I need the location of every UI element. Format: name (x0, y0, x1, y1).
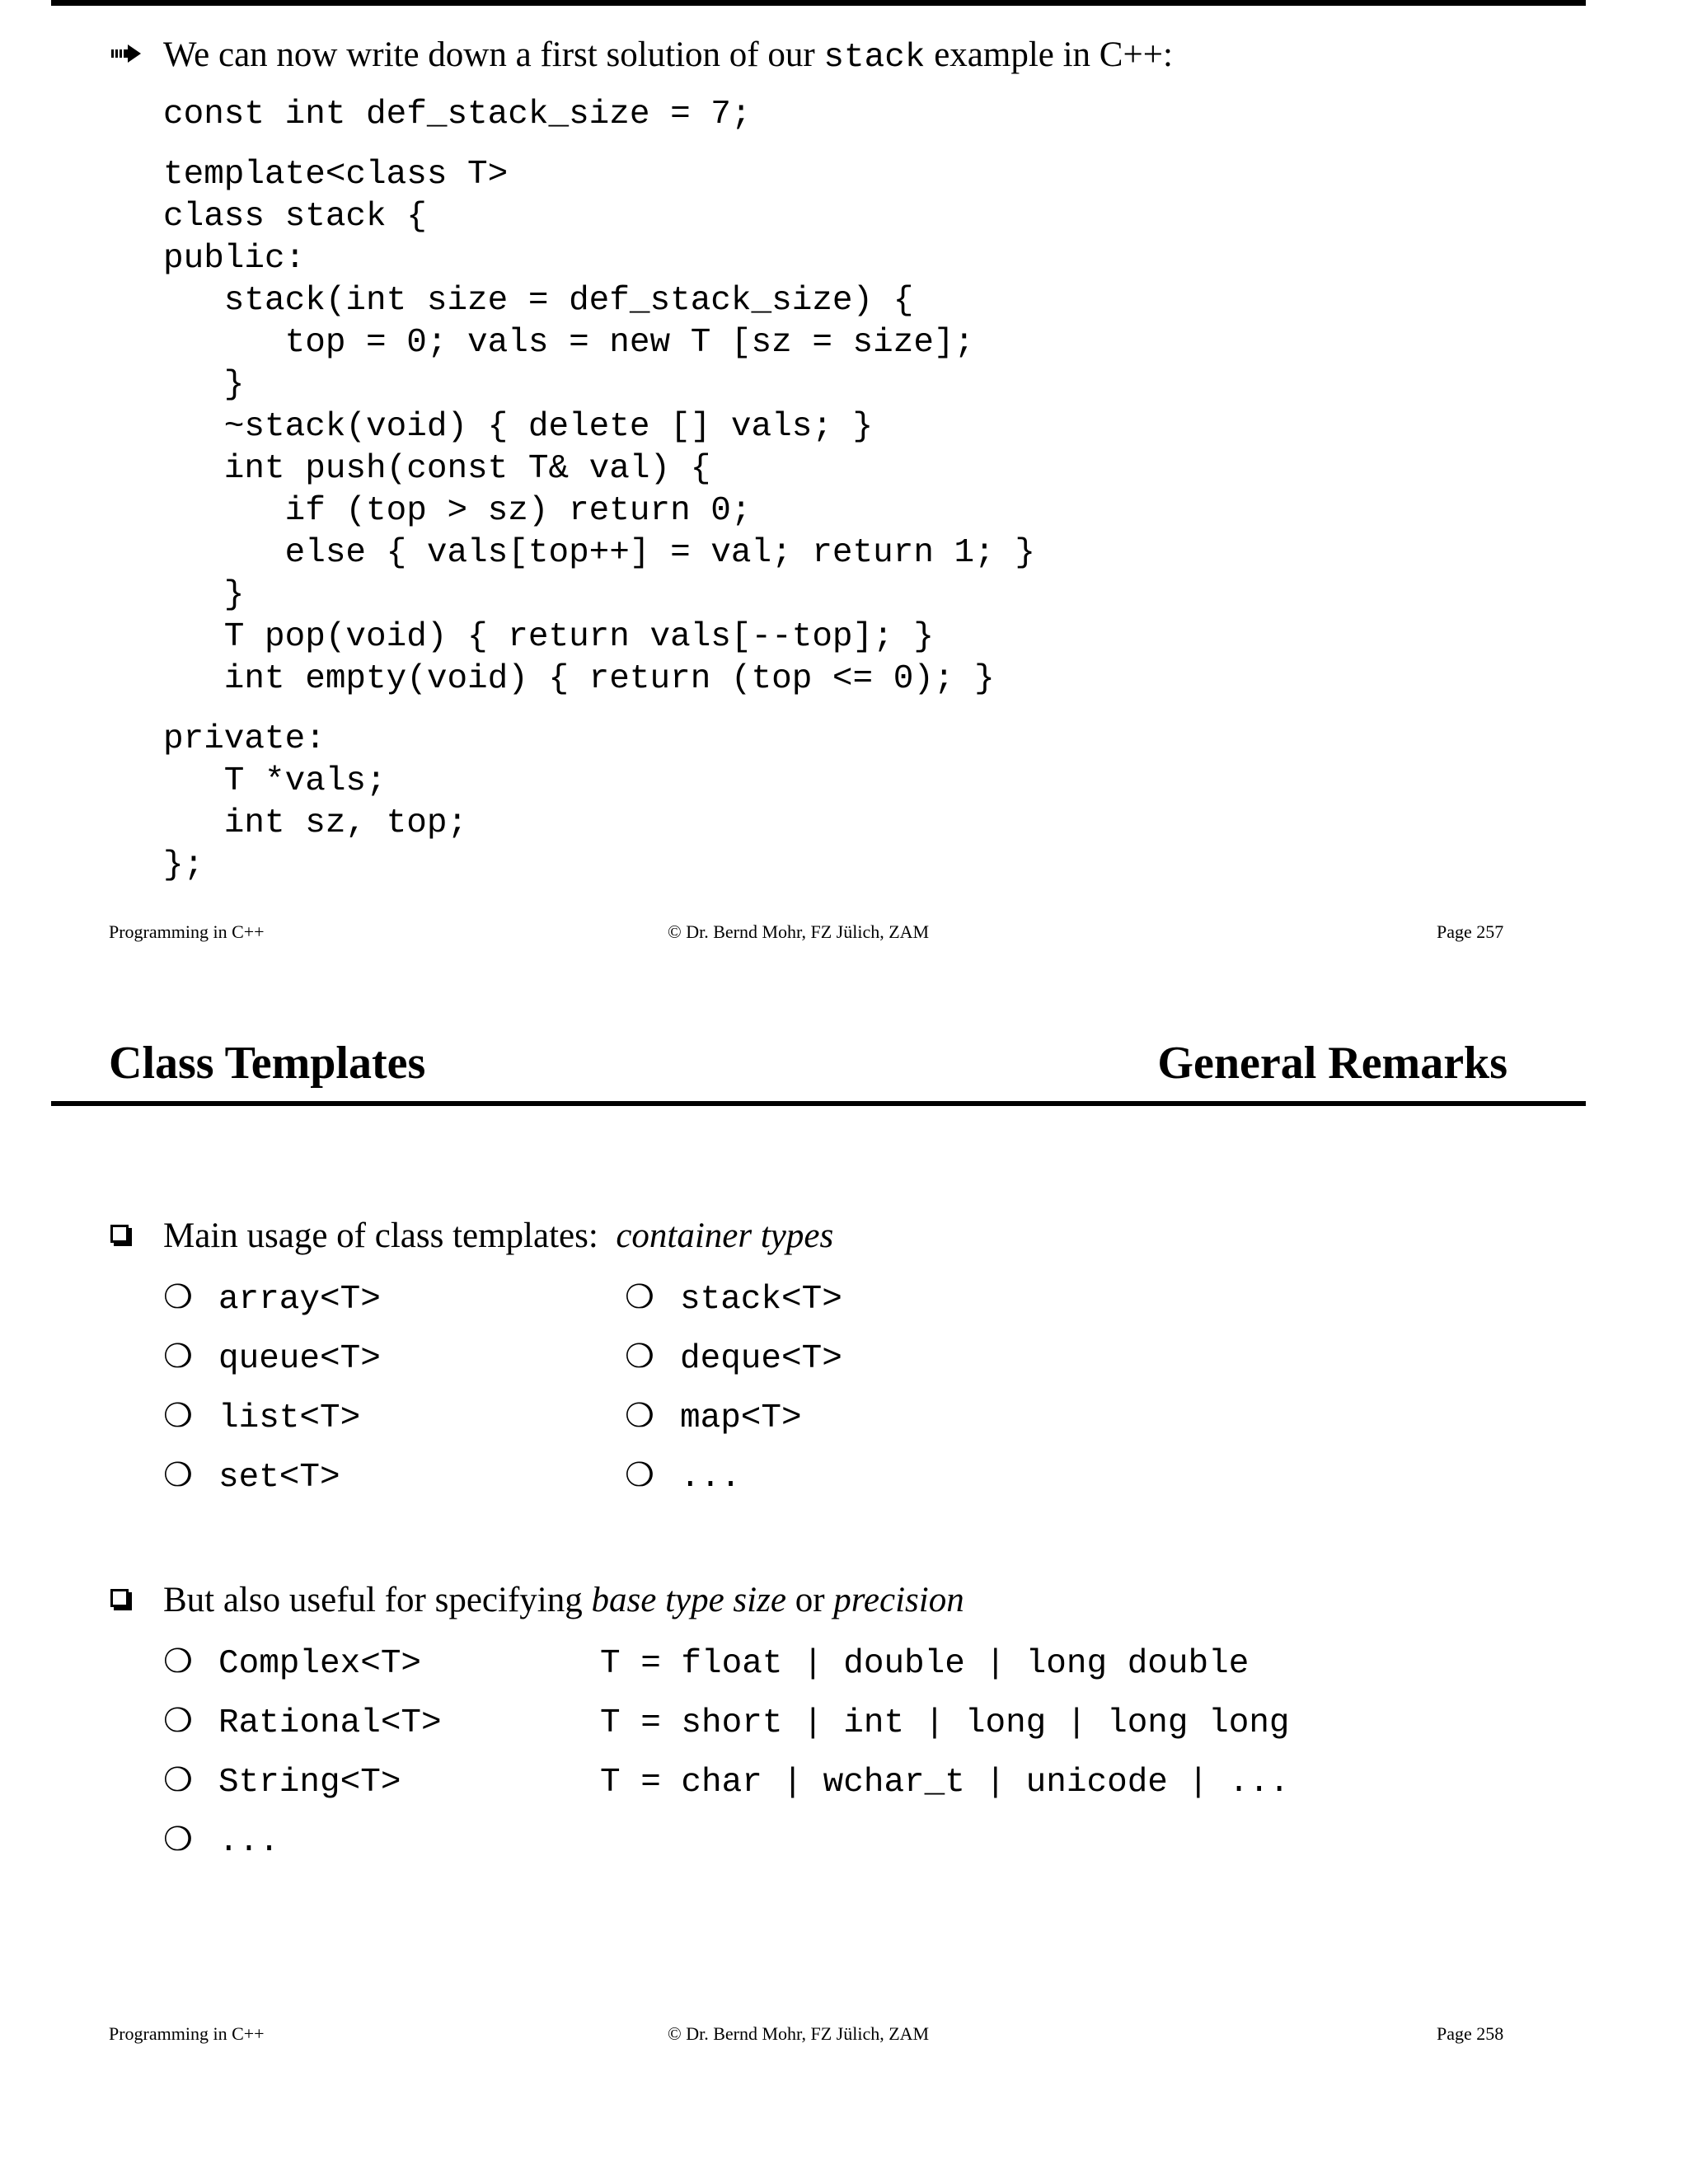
footer-left: Programming in C++ (109, 921, 265, 942)
circle-bullet-icon: ❍ (625, 1397, 654, 1435)
circle-bullet-icon: ❍ (163, 1338, 193, 1376)
circle-bullet-icon: ❍ (163, 1397, 193, 1435)
code-line: stack(int size = def_stack_size) { (163, 282, 914, 320)
footer-right: Page 257 (1437, 921, 1504, 942)
circle-bullet-icon: ❍ (163, 1761, 193, 1799)
circle-bullet-icon: ❍ (163, 1702, 193, 1740)
code-line: int empty(void) { return (top <= 0); } (163, 660, 995, 698)
circle-bullet-icon: ❍ (163, 1643, 193, 1680)
intro-code-word: stack (823, 39, 926, 77)
section2-text1: But also useful for specifying (163, 1581, 592, 1619)
template-type: String<T> (218, 1764, 401, 1802)
arrow-bullet-icon (111, 45, 141, 63)
code-line: ~stack(void) { delete [] vals; } (163, 408, 874, 446)
circle-bullet-icon: ❍ (163, 1456, 193, 1494)
section2-italic2: precision (833, 1581, 964, 1619)
template-param-values: T = float | double | long double (600, 1645, 1250, 1683)
code-line: } (163, 366, 245, 404)
section2-heading (163, 1582, 964, 1618)
code-line: }; (163, 846, 204, 884)
circle-bullet-icon: ❍ (625, 1456, 654, 1494)
section2-italic1: base type size (591, 1581, 786, 1619)
code-line: } (163, 576, 245, 614)
section2-text2: or (785, 1581, 834, 1619)
template-type: Rational<T> (218, 1704, 442, 1742)
code-line: int sz, top; (163, 804, 468, 842)
square-bullet-icon (110, 1589, 129, 1607)
container-type-item: ... (680, 1459, 741, 1497)
container-type-item: queue<T> (218, 1340, 381, 1378)
circle-bullet-icon: ❍ (625, 1338, 654, 1376)
circle-bullet-icon: ❍ (625, 1278, 654, 1316)
footer-right: Page 258 (1437, 2023, 1504, 2044)
template-type: Complex<T> (218, 1645, 422, 1683)
section1-heading (163, 1218, 833, 1254)
code-line: public: (163, 240, 306, 278)
container-type-item: array<T> (218, 1281, 381, 1319)
section1-italic: container types (616, 1216, 834, 1255)
circle-bullet-icon: ❍ (163, 1278, 193, 1316)
footer-center: © Dr. Bernd Mohr, FZ Jülich, ZAM (668, 921, 930, 942)
code-line: template<class T> (163, 156, 509, 194)
container-type-item: stack<T> (680, 1281, 842, 1319)
footer-center: © Dr. Bernd Mohr, FZ Jülich, ZAM (668, 2023, 930, 2044)
container-type-item: list<T> (218, 1399, 361, 1437)
code-line: private: (163, 720, 326, 758)
template-param-values: T = short | int | long | long long (600, 1704, 1290, 1742)
code-line: int push(const T& val) { (163, 450, 711, 488)
square-bullet-icon (110, 1225, 129, 1243)
circle-bullet-icon: ❍ (163, 1821, 193, 1858)
top-rule (51, 0, 1586, 6)
footer-left: Programming in C++ (109, 2023, 265, 2044)
container-type-item: map<T> (680, 1399, 802, 1437)
code-line: top = 0; vals = new T [sz = size]; (163, 324, 975, 362)
code-line: else { vals[top++] = val; return 1; } (163, 534, 1035, 572)
section1-text: Main usage of class templates: (163, 1216, 617, 1255)
header-rule (51, 1101, 1586, 1106)
code-line: T pop(void) { return vals[--top]; } (163, 618, 934, 656)
intro-text-before: We can now write down a first solution of our (163, 35, 824, 74)
intro-text-after: example in C++: (925, 35, 1173, 74)
code-line: class stack { (163, 198, 427, 236)
code-line: const int def_stack_size = 7; (163, 96, 752, 134)
code-line: if (top > sz) return 0; (163, 492, 752, 530)
container-type-item: set<T> (218, 1459, 340, 1497)
page-subtitle: General Remarks (1157, 1038, 1507, 1089)
intro-sentence (163, 37, 1173, 75)
page-title: Class Templates (109, 1038, 426, 1089)
code-line: T *vals; (163, 762, 387, 800)
template-param-values: T = char | wchar_t | unicode | ... (600, 1764, 1290, 1802)
container-type-item: deque<T> (680, 1340, 842, 1378)
template-type: ... (218, 1823, 279, 1861)
